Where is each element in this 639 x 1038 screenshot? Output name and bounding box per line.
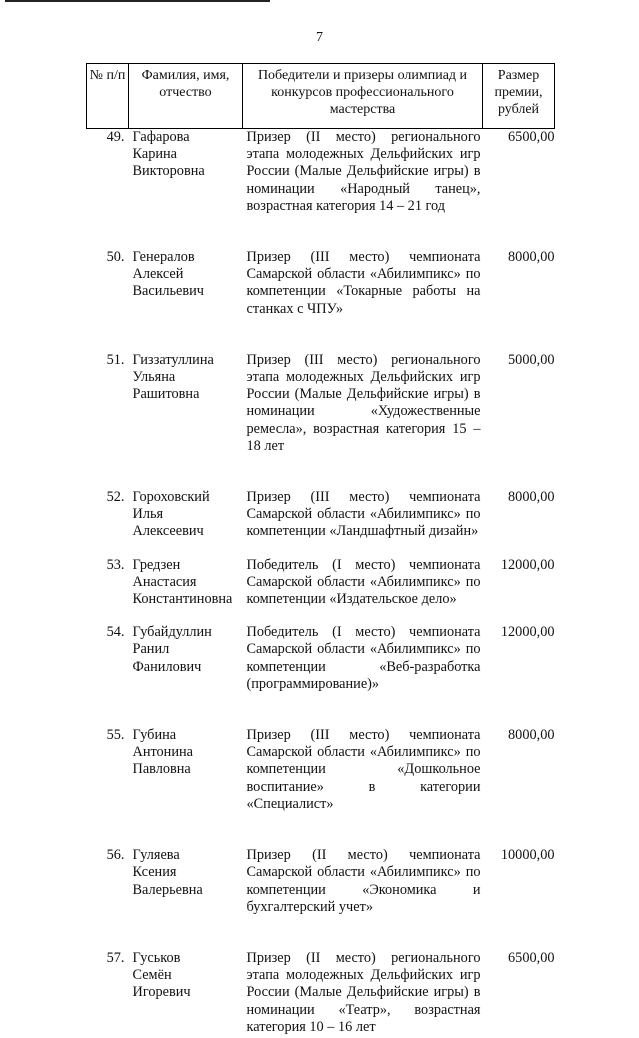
name-part: Губина — [132, 727, 177, 744]
table-row — [87, 455, 555, 541]
row-description: Победитель (I место) чемпионата Самарской области «Абилимпикс» по компетенции «Издательское дело» — [246, 556, 481, 608]
name-part: Фанилович — [132, 658, 202, 675]
header-desc: Победители и призеры олимпиад и конкурсов профессионального мастерства — [243, 64, 483, 129]
name-part: Васильевич — [132, 283, 204, 300]
row-description: Призер (II место) чемпионата Самарской области «Абилимпикс» по компетенции «Экономика и бухгалтерский учет» — [246, 847, 481, 915]
row-number: 49. — [106, 129, 125, 145]
name-part: Ульяна — [132, 369, 176, 386]
name-part: Губайдуллин — [132, 624, 212, 641]
table-row — [87, 215, 555, 318]
name-part: Антонина — [132, 744, 193, 761]
name-part: Илья — [132, 506, 164, 523]
header-amount: Размер премии, рублей — [483, 64, 555, 129]
name-part: Викторовна — [132, 163, 205, 180]
row-name — [129, 215, 243, 318]
row-name — [129, 455, 243, 541]
name-part: Алексеевич — [132, 523, 204, 540]
table-row — [87, 916, 555, 1038]
name-part: Валерьевна — [132, 881, 203, 898]
name-part: Гиззатуллина — [132, 351, 214, 368]
row-number: 56. — [106, 847, 125, 864]
name-part: Карина — [132, 146, 177, 163]
row-number: 51. — [106, 351, 125, 368]
row-name — [129, 608, 243, 693]
name-part: Гуляева — [132, 847, 180, 864]
name-part: Константиновна — [132, 591, 233, 608]
awards-table — [86, 63, 555, 1038]
row-name — [129, 813, 243, 916]
name-part: Ксения — [132, 864, 177, 881]
page-number: 7 — [316, 30, 323, 45]
table-header — [87, 64, 555, 129]
row-description: Призер (III место) чемпионата Самарской области «Абилимпикс» по компетенции «Ландшафтный дизайн» — [246, 489, 481, 540]
table-row — [87, 129, 555, 216]
table-body — [87, 129, 555, 1038]
row-amount: 5000,00 — [508, 351, 555, 368]
name-part: Гафарова — [132, 129, 190, 145]
row-number: 54. — [106, 624, 125, 641]
header-name: Фамилия, имя, отчество — [129, 64, 243, 129]
header-num: № п/п — [87, 64, 129, 129]
row-amount: 6500,00 — [508, 949, 555, 966]
row-amount: 12000,00 — [500, 556, 555, 573]
row-name — [129, 129, 243, 216]
table-row — [87, 318, 555, 455]
row-amount: 8000,00 — [508, 249, 555, 266]
row-number: 50. — [106, 249, 125, 266]
name-part: Гороховский — [132, 489, 210, 506]
name-part: Алексей — [132, 266, 184, 283]
name-part: Анастасия — [132, 573, 197, 590]
table-row — [87, 608, 555, 693]
table-row — [87, 693, 555, 813]
table-row — [87, 541, 555, 609]
row-description: Призер (III место) регионального этапа молодежных Дельфийских игр России (Малые Дельфийские игры) в номинации «Художественные ремесла», возрастная категория 15 – 18 лет — [246, 351, 481, 454]
name-part: Павловна — [132, 761, 191, 778]
row-number: 52. — [106, 489, 125, 506]
row-amount: 10000,00 — [500, 847, 555, 864]
name-part: Семён — [132, 967, 172, 984]
row-name — [129, 693, 243, 813]
name-part: Гредзен — [132, 556, 181, 573]
row-description: Призер (II место) регионального этапа молодежных Дельфийских игр России (Малые Дельфийские игры) в номинации «Театр», возрастная категория 10 – 16 лет — [246, 949, 481, 1035]
row-number: 55. — [106, 727, 125, 744]
top-rule — [5, 0, 270, 2]
row-description: Призер (III место) чемпионата Самарской области «Абилимпикс» по компетенции «Дошкольное воспитание» в категории «Специалист» — [246, 727, 481, 812]
row-description: Победитель (I место) чемпионата Самарской области «Абилимпикс» по компетенции «Веб-разработка (программирование)» — [246, 624, 481, 692]
name-part: Рашитовна — [132, 386, 200, 403]
table-row — [87, 813, 555, 916]
name-part: Генералов — [132, 249, 195, 266]
row-name — [129, 541, 243, 609]
row-description: Призер (III место) чемпионата Самарской области «Абилимпикс» по компетенции «Токарные работы на станках с ЧПУ» — [246, 249, 481, 317]
row-amount: 8000,00 — [508, 727, 555, 744]
row-amount: 12000,00 — [500, 624, 555, 641]
name-part: Игоревич — [132, 984, 191, 1001]
row-description: Призер (II место) регионального этапа молодежных Дельфийских игр России (Малые Дельфийские игры) в номинации «Народный танец», возрастная категория 14 – 21 год — [246, 129, 481, 214]
row-name — [129, 916, 243, 1038]
row-amount: 6500,00 — [508, 129, 555, 145]
row-name — [129, 318, 243, 455]
row-amount: 8000,00 — [508, 489, 555, 506]
name-part: Ранил — [132, 641, 170, 658]
row-number: 53. — [106, 556, 125, 573]
name-part: Гуськов — [132, 949, 181, 966]
row-number: 57. — [106, 949, 125, 966]
